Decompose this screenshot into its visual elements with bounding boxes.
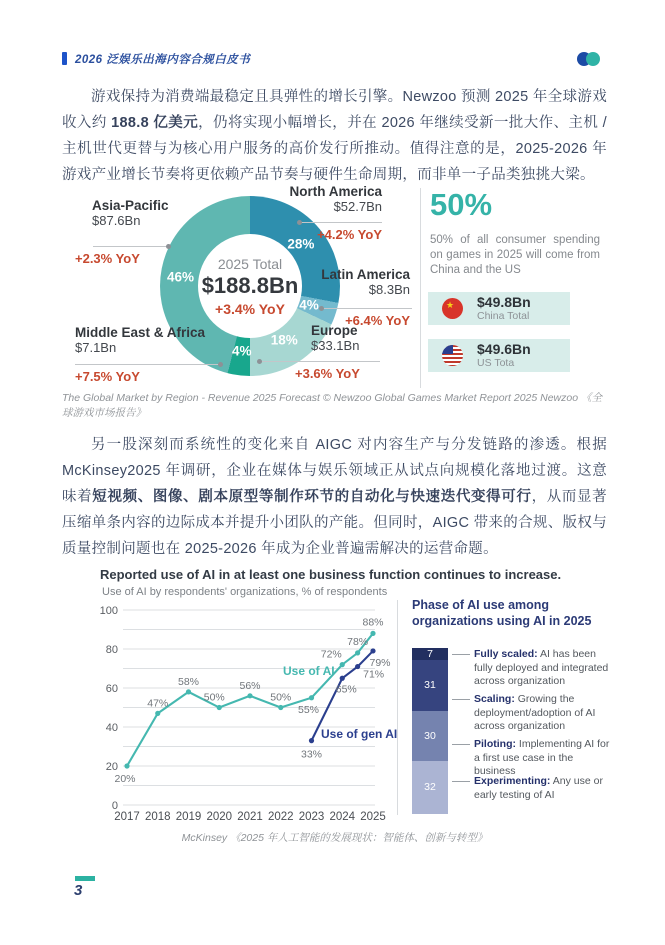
donut-center-value: $188.8Bn [201,272,299,298]
phase-bar-segment: 7 [412,648,448,660]
ai-phase-stacked-bar [412,648,448,814]
svg-text:72%: 72% [320,648,342,661]
mckinsey-caption: McKinsey 《2025 年人工智能的发展现状：智能体、创新与转型》 [181,832,488,844]
yoy-mea: +7.5% YoY [75,369,140,384]
yoy-asia-pacific: +2.3% YoY [75,251,140,266]
logo-teal-circle-icon [586,52,600,66]
region-label-europe: Europe $33.1Bn [311,323,360,353]
region-label-asia-pacific: Asia-Pacific $87.6Bn [92,198,169,228]
yoy-north-america: +4.2% YoY [317,227,382,242]
phase-bar-segment: 32 [412,761,448,814]
svg-text:0: 0 [111,800,118,812]
legend-connector-line [452,744,470,745]
series-label-use-of-gen-ai: Use of gen AI [321,727,398,741]
leader-line-asia-pacific [93,246,170,247]
paragraph-text: 另一股深刻而系统性的变化来自 AIGC 对内容生产与分发链路的渗透。根据 McKinsey2025 年调研，企业在媒体与娱乐领域正从试点向规模化落地过渡。这意味着 [62,437,607,505]
svg-text:2017: 2017 [114,811,140,823]
svg-text:40: 40 [105,722,118,734]
us-total-label: US Tota [477,357,515,369]
fifty-percent-stat: 50% [430,187,493,222]
us-total-value: $49.6Bn [477,341,531,357]
legend-connector-line [452,654,470,655]
svg-text:2021: 2021 [237,811,263,823]
phase-legend-item: Experimenting: Any use or early testing of AI [474,775,603,801]
svg-text:56%: 56% [239,679,261,692]
document-title: 2026 泛娱乐出海内容合规白皮书 [75,54,251,66]
svg-text:47%: 47% [147,697,169,710]
svg-text:80: 80 [105,644,118,656]
vertical-divider [420,188,421,388]
vertical-divider [397,600,398,815]
phase-bar-segment: 31 [412,660,448,711]
svg-text:50%: 50% [270,691,292,704]
global-games-market-figure [62,183,607,390]
yoy-europe: +3.6% YoY [295,366,360,381]
svg-text:2025: 2025 [360,811,386,823]
phase-panel-title: Phase of AI use among organizations using AI in 2025 [412,598,592,628]
region-label-latin-america: Latin America $8.3Bn [321,267,410,297]
phase-legend-item: Fully scaled: AI has been fully deployed and integrated across organization [474,648,609,687]
china-total-card [428,292,570,325]
china-total-value: $49.8Bn [477,294,531,310]
phase-bar-segment: 30 [412,711,448,761]
leader-line-mea [75,364,222,365]
paragraph-text: ，从而显著压缩单条内容的边际成本并提升小团队的产能。但同时，AIGC 带来的合规、版权与质量控制问题也在 2025-2026 年成为企业普遍需解决的运营命题。 [62,489,607,557]
region-label-mea: Middle East & Africa $7.1Bn [75,325,206,355]
series-label-use-of-ai: Use of AI [283,664,335,678]
leader-line-europe [258,361,380,362]
phase-legend-item: Piloting: Implementing AI for a first use case in the business [474,738,610,777]
svg-text:55%: 55% [297,703,320,716]
china-total-label: China Total [477,310,530,322]
paragraph-text: ，仍将实现小幅增长，并在 2026 年继续受新一批大作、主机 / 主机世代更替与为核心用户服务的高价发行所推动。值得注意的是，2025-2026 年游戏产业增长节奏将更依赖产品节奏与硬件生命周期，而非单一子品类独挑大梁。 [62,115,608,183]
svg-text:2018: 2018 [144,811,171,823]
donut-percent-label: 4% [299,297,319,313]
aigc-paragraph [62,432,607,562]
page-number: 3 [74,882,83,899]
donut-percent-label: 18% [270,332,298,348]
gaming-growth-paragraph [62,84,607,188]
brand-logo [577,52,603,66]
svg-text:2019: 2019 [175,811,202,823]
newzoo-caption: The Global Market by Region - Revenue 2025 Forecast © Newzoo Global Games Market Report 2025 Newzoo 《全球游戏市场报告》 [62,392,602,419]
svg-text:2022: 2022 [267,811,294,823]
legend-connector-line [452,781,470,782]
us-total-card [428,339,570,372]
svg-text:100: 100 [99,605,118,617]
yoy-latin-america: +6.4% YoY [345,313,410,328]
donut-center-yoy: +3.4% YoY [215,300,285,317]
legend-connector-line [452,699,470,700]
svg-text:50%: 50% [203,691,225,704]
region-label-north-america: North America $52.7Bn [289,184,382,214]
line-chart-subtitle: Use of AI by respondents' organizations, % of respondents [102,586,388,598]
us-flag-icon [442,345,463,366]
svg-text:88%: 88% [362,616,384,629]
page-header [62,50,603,70]
china-flag-icon [442,298,463,319]
svg-text:2024: 2024 [329,811,356,823]
svg-text:58%: 58% [177,675,200,688]
donut-center-label: 2025 Total [217,255,283,272]
paragraph-bold-text: 188.8 亿美元 [111,115,199,131]
phase-legend-item: Scaling: Growing the deployment/adoption of AI across organization [474,693,596,732]
paragraph-text: 游戏保持为消费端最稳定且具弹性的增长引擎。Newzoo 预测 2025 年全球游戏收入约 [62,89,607,131]
svg-text:2023: 2023 [298,811,325,823]
footer-accent-bar [75,876,95,881]
svg-text:33%: 33% [300,748,323,761]
consumer-spending-note: 50% of all consumer spending on games in 2025 will come from China and the US [430,234,600,276]
donut-percent-label: 28% [287,236,315,252]
svg-text:79%: 79% [369,656,391,669]
header-accent-bar [62,52,67,65]
donut-percent-label: 46% [167,269,195,285]
svg-text:60: 60 [105,683,118,695]
mckinsey-ai-figure [62,565,622,835]
leader-line-latin-america [320,308,412,309]
line-chart-title: Reported use of AI in at least one business function continues to increase. [100,567,562,582]
svg-text:71%: 71% [363,668,385,681]
svg-text:20: 20 [105,761,118,773]
svg-text:20%: 20% [114,773,136,785]
svg-text:2020: 2020 [206,811,233,823]
svg-text:65%: 65% [335,683,357,696]
paragraph-bold-text: 短视频、图像、剧本原型等制作环节的自动化与快速迭代变得可行 [92,489,532,505]
ai-use-line-chart [90,598,400,828]
svg-text:78%: 78% [347,635,369,648]
donut-percent-label: 4% [231,343,252,359]
leader-line-north-america [298,222,382,223]
